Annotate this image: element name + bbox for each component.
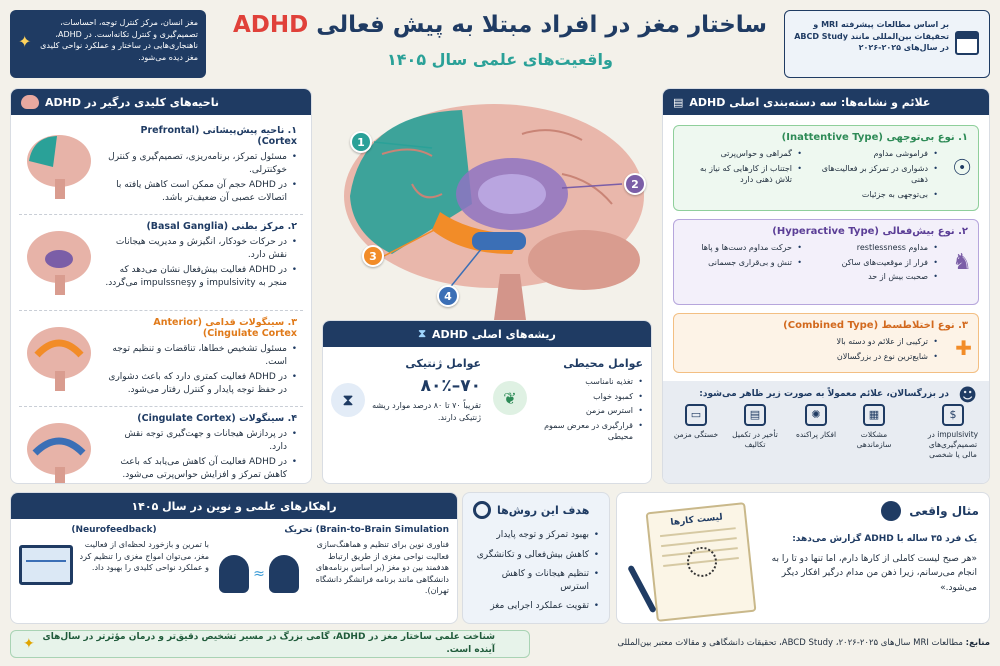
- env-title: عوامل محیطی: [563, 357, 643, 370]
- example-text: [767, 533, 977, 596]
- money-icon: $: [942, 404, 964, 426]
- b2b-section: [219, 525, 449, 597]
- title-accent: ADHD: [232, 12, 309, 38]
- symptom-item: • ترکیبی از علائم دو دسته بالا: [778, 336, 938, 348]
- footer-message-box: [10, 630, 530, 658]
- type-title: ۱. نوع بی‌توجهی: [886, 132, 968, 143]
- regions-panel: [10, 88, 312, 484]
- regions-header: [11, 89, 311, 115]
- right-note-box: [784, 10, 990, 78]
- genetic-value: ۷۰–۸۰٪: [420, 376, 481, 396]
- symptom-item: • شایع‌ترین نوع در بزرگسالان: [778, 351, 938, 363]
- solutions-title: راهکارهای علمی و نوین در سال ۱۴۰۵: [131, 499, 337, 513]
- two-heads-icon: ≈: [219, 547, 299, 601]
- brain-illustration: [322, 84, 656, 320]
- brain-thumb-cingulate-icon: [23, 415, 95, 484]
- adult-person-icon: ☻: [958, 385, 977, 406]
- env-item: • تغذیه نامناسب: [533, 376, 643, 388]
- env-item: • کمبود خواب: [533, 391, 643, 403]
- region-title: ۲. مرکز بطنی (Basal Ganglia): [146, 221, 297, 232]
- env-factors: [493, 357, 643, 446]
- region-cingulate: [19, 407, 303, 484]
- goal-item: • تنظیم هیجانات و کاهش استرس: [473, 568, 599, 593]
- brain-badge-4: 4: [437, 285, 459, 307]
- symptom-item: • بی‌توجهی به جزئیات: [818, 189, 938, 201]
- nf-title: (Neurofeedback): [71, 525, 157, 535]
- adult-symptom-organization: [848, 404, 900, 450]
- goal-item: • تقویت عملکرد اجرایی مغز: [473, 600, 599, 613]
- solutions-panel: [10, 492, 458, 624]
- type-title: ۲. نوع بیش‌فعالی: [882, 226, 968, 237]
- symptom-item: • گمراهی و حواس‌پرتی: [682, 148, 802, 160]
- region-bullet: • مسئول تمرکز، برنامه‌ریزی، تصمیم‌گیری و کنترل خوکنترلی.: [105, 151, 297, 176]
- goal-item: • بهبود تمرکز و توجه پایدار: [473, 529, 599, 542]
- region-title: ۴. سینگولات (Cingulate Cortex): [137, 413, 297, 424]
- env-item: • استرس مزمن: [533, 405, 643, 417]
- sources-text: مطالعات MRI سال‌های ۲۰۲۵-۲۰۲۶، ABCD Study، تحقیقات دانشگاهی و مقالات معتبر بین‌المللی: [617, 638, 963, 648]
- footer-lightbulb-icon: ✦: [23, 636, 35, 652]
- region-bullet: • در حرکات خودکار، انگیزش و مدیریت هیجانات نقش دارد.: [105, 236, 297, 261]
- brain-thumb-anterior-cingulate-icon: [23, 319, 95, 395]
- solutions-header: [11, 493, 457, 519]
- roots-header: [323, 321, 651, 347]
- regions-title: ناحیه‌های کلیدی درگیر در ADHD: [45, 95, 219, 109]
- type-inattentive: [673, 125, 979, 211]
- symptom-item: • حرکت مداوم دست‌ها و پاها: [682, 242, 802, 254]
- adult-symptom-delay: [726, 404, 784, 450]
- brain-thumb-prefrontal-icon: [23, 127, 95, 203]
- symptom-item: • دشواری در تمرکز بر فعالیت‌های ذهنی: [818, 163, 938, 186]
- page-title: [210, 12, 790, 38]
- clipboard-icon: ▤: [673, 95, 684, 109]
- monitor-icon: [19, 545, 73, 585]
- battery-icon: ▭: [685, 404, 707, 426]
- symptom-item: • فراموشی مداوم: [818, 148, 938, 160]
- nf-text: با تمرین و بازخورد لحظه‌ای از فعالیت مغز، می‌توان امواج مغزی را تنظیم کرد و عملکرد نواحی کلیدی را بهبود داد.: [79, 540, 209, 573]
- brain-badge-2: 2: [624, 173, 646, 195]
- env-item: • قرارگیری در معرض سموم محیطی: [533, 420, 643, 443]
- adult-symptom-scattered: [790, 404, 842, 440]
- type-combined: [673, 313, 979, 373]
- footer-message: شناخت علمی ساختار مغز در ADHD، گامی بزرگ در مسیر تشخیص دقیق‌تر و درمان مؤثرتر در سال‌های آینده است.: [42, 632, 495, 655]
- lightbulb-icon: ✦: [18, 32, 32, 51]
- adult-symptom-label: impulsivity در تصمیم‌گیری‌های مالی یا شخصی: [927, 430, 979, 459]
- right-note-text: بر اساس مطالعات پیشرفته MRI و تحقیقات بین‌المللی مانند ABCD Study در سال‌های ۲۰۲۵-۲۰۲۶: [794, 20, 949, 53]
- goals-header: [463, 493, 609, 525]
- symptom-item: • تنش و بی‌قراری جسمانی: [682, 257, 802, 269]
- genetic-factors: [331, 357, 481, 423]
- type-en: (Hyperactive Type): [772, 226, 879, 237]
- type-hyperactive: [673, 219, 979, 305]
- sources-label: منابع:: [965, 638, 990, 648]
- region-bullet: • مسئول تشخیص خطاها، تناقضات و تنظیم توجه است.: [105, 343, 297, 368]
- b2b-title: Brain-to-Brain Simulation) تحریک: [284, 525, 449, 535]
- region-title: ۱. ناحیه پیش‌پیشانی (Prefrontal Cortex): [140, 125, 297, 147]
- region-bullet: • در ADHD فعالیت کمتری دارد که باعث دشواری در حفظ توجه پایدار و کنترل رفتار می‌شود.: [105, 371, 297, 396]
- symptoms-title: علائم و نشانه‌ها: سه دسته‌بندی اصلی ADHD: [689, 95, 931, 109]
- b2b-text: فناوری نوین برای تنظیم و هماهنگ‌سازی فعالیت نواحی مغزی از طریق ارتباط هدفمند بین دو مغز (بر اساس برنامه‌های دانشگاهی مانند برنامه فرانشگر دانشگاه تهران).: [315, 540, 449, 596]
- region-prefrontal: [19, 119, 303, 215]
- type-en: (Combined Type): [783, 320, 879, 331]
- todo-list-illustration: [646, 502, 757, 622]
- goals-panel: [462, 492, 610, 624]
- example-header: [881, 501, 979, 521]
- sources-line: [538, 638, 990, 648]
- brain-badge-3: 3: [362, 245, 384, 267]
- adult-symptom-label: مشکلات سازماندهی: [856, 430, 892, 449]
- region-anterior-cingulate: [19, 311, 303, 407]
- example-title: مثال واقعی: [909, 504, 979, 518]
- roots-panel: [322, 320, 652, 484]
- adult-symptom-label: افکار پراکنده: [795, 430, 837, 439]
- adults-title: در بزرگسالان، علائم معمولاً به صورت زیر ظاهر می‌شود:: [699, 389, 949, 399]
- symptom-item: • مداوم restlessness: [818, 242, 938, 254]
- adult-symptom-label: تأخیر در تکمیل تکالیف: [732, 430, 778, 449]
- thought-cloud-icon: ✺: [805, 404, 827, 426]
- region-basal-ganglia: [19, 215, 303, 311]
- goals-title: هدف این روش‌ها: [497, 503, 590, 517]
- region-title: ۳. سینگولات قدامی (Anterior Cingulate Cortex): [153, 317, 297, 339]
- page-subtitle: واقعیت‌های علمی سال ۱۴۰۵: [387, 50, 613, 69]
- title-text: ساختار مغز در افراد مبتلا به پیش فعالی: [308, 12, 768, 38]
- target-icon: [473, 501, 491, 519]
- example-intro: یک فرد ۳۵ ساله با ADHD گزارش می‌دهد:: [792, 534, 977, 544]
- genetic-text: تقریباً ۷۰ تا ۸۰ درصد موارد ریشه ژنتیکی دارند.: [372, 401, 481, 422]
- dna-icon: ⧗: [418, 327, 426, 340]
- brain-icon: [21, 95, 39, 109]
- running-person-icon: ♞: [952, 250, 972, 275]
- roots-title: ریشه‌های اصلی ADHD: [431, 327, 556, 341]
- adult-symptom-label: خستگی مزمن: [673, 430, 719, 439]
- region-bullet: • در ADHD حجم آن ممکن است کاهش یافته با اتصالات عصبی آن ضعیف‌تر باشد.: [105, 179, 297, 204]
- region-bullet: • در پردازش هیجانات و جهت‌گیری توجه نقش دارد.: [105, 428, 297, 453]
- left-note-text: مغز انسان، مرکز کنترل توجه، احساسات، تصمیم‌گیری و کنترل تکانه‌است. در ADHD، ناهنجاری‌هایی در ساختار و عملکرد نواحی کلیدی مغز دیده می‌شود.: [40, 18, 198, 62]
- symptom-item: • اجتناب از کارهایی که نیاز به تلاش ذهنی دارد: [682, 163, 802, 186]
- calendar-icon: [955, 31, 979, 55]
- building-icon: ▦: [863, 404, 885, 426]
- head-gear-icon: ☉: [952, 156, 972, 181]
- example-panel: [616, 492, 990, 624]
- brain-badge-1: 1: [350, 131, 372, 153]
- brain-thumb-basal-ganglia-icon: [23, 223, 95, 299]
- adult-symptom-impulsivity: [922, 404, 984, 459]
- region-bullet: • در ADHD فعالیت بیش‌فعال نشان می‌دهد که منجر به impulsivity و impulssneşy می‌گردد.: [105, 264, 297, 289]
- person-icon: [881, 501, 901, 521]
- type-en: (Inattentive Type): [781, 132, 883, 143]
- todo-list-title: لیست کارها: [670, 512, 724, 528]
- neurofeedback-section: [19, 525, 209, 574]
- leaf-icon: ❦: [493, 381, 527, 415]
- calendar-check-icon: ▤: [744, 404, 766, 426]
- goal-item: • کاهش بیش‌فعالی و تکانشگری: [473, 549, 599, 562]
- example-quote: «هر صبح لیست کاملی از کارها دارم، اما تنها دو تا را به انجام می‌رسانم، زیرا ذهن من مدام درگیر افکار دیگر می‌شود.»: [771, 553, 977, 594]
- type-title: ۳. نوع اختلاطسط: [881, 320, 968, 331]
- dna-circle-icon: ⧗: [331, 383, 365, 417]
- symptom-item: • فرار از موقعیت‌های ساکن: [818, 257, 938, 269]
- symptom-item: • صحبت بیش از حد: [818, 271, 938, 283]
- left-note-box: [10, 10, 206, 78]
- region-bullet: • در ADHD فعالیت آن کاهش می‌یابد که باعث کاهش تمرکز و افزایش حواس‌پرتی می‌شود.: [105, 456, 297, 481]
- genetic-title: عوامل ژنتیکی: [405, 357, 481, 370]
- adult-symptom-fatigue: [670, 404, 722, 440]
- symptoms-header: [663, 89, 989, 115]
- puzzle-icon: ✚: [955, 336, 972, 360]
